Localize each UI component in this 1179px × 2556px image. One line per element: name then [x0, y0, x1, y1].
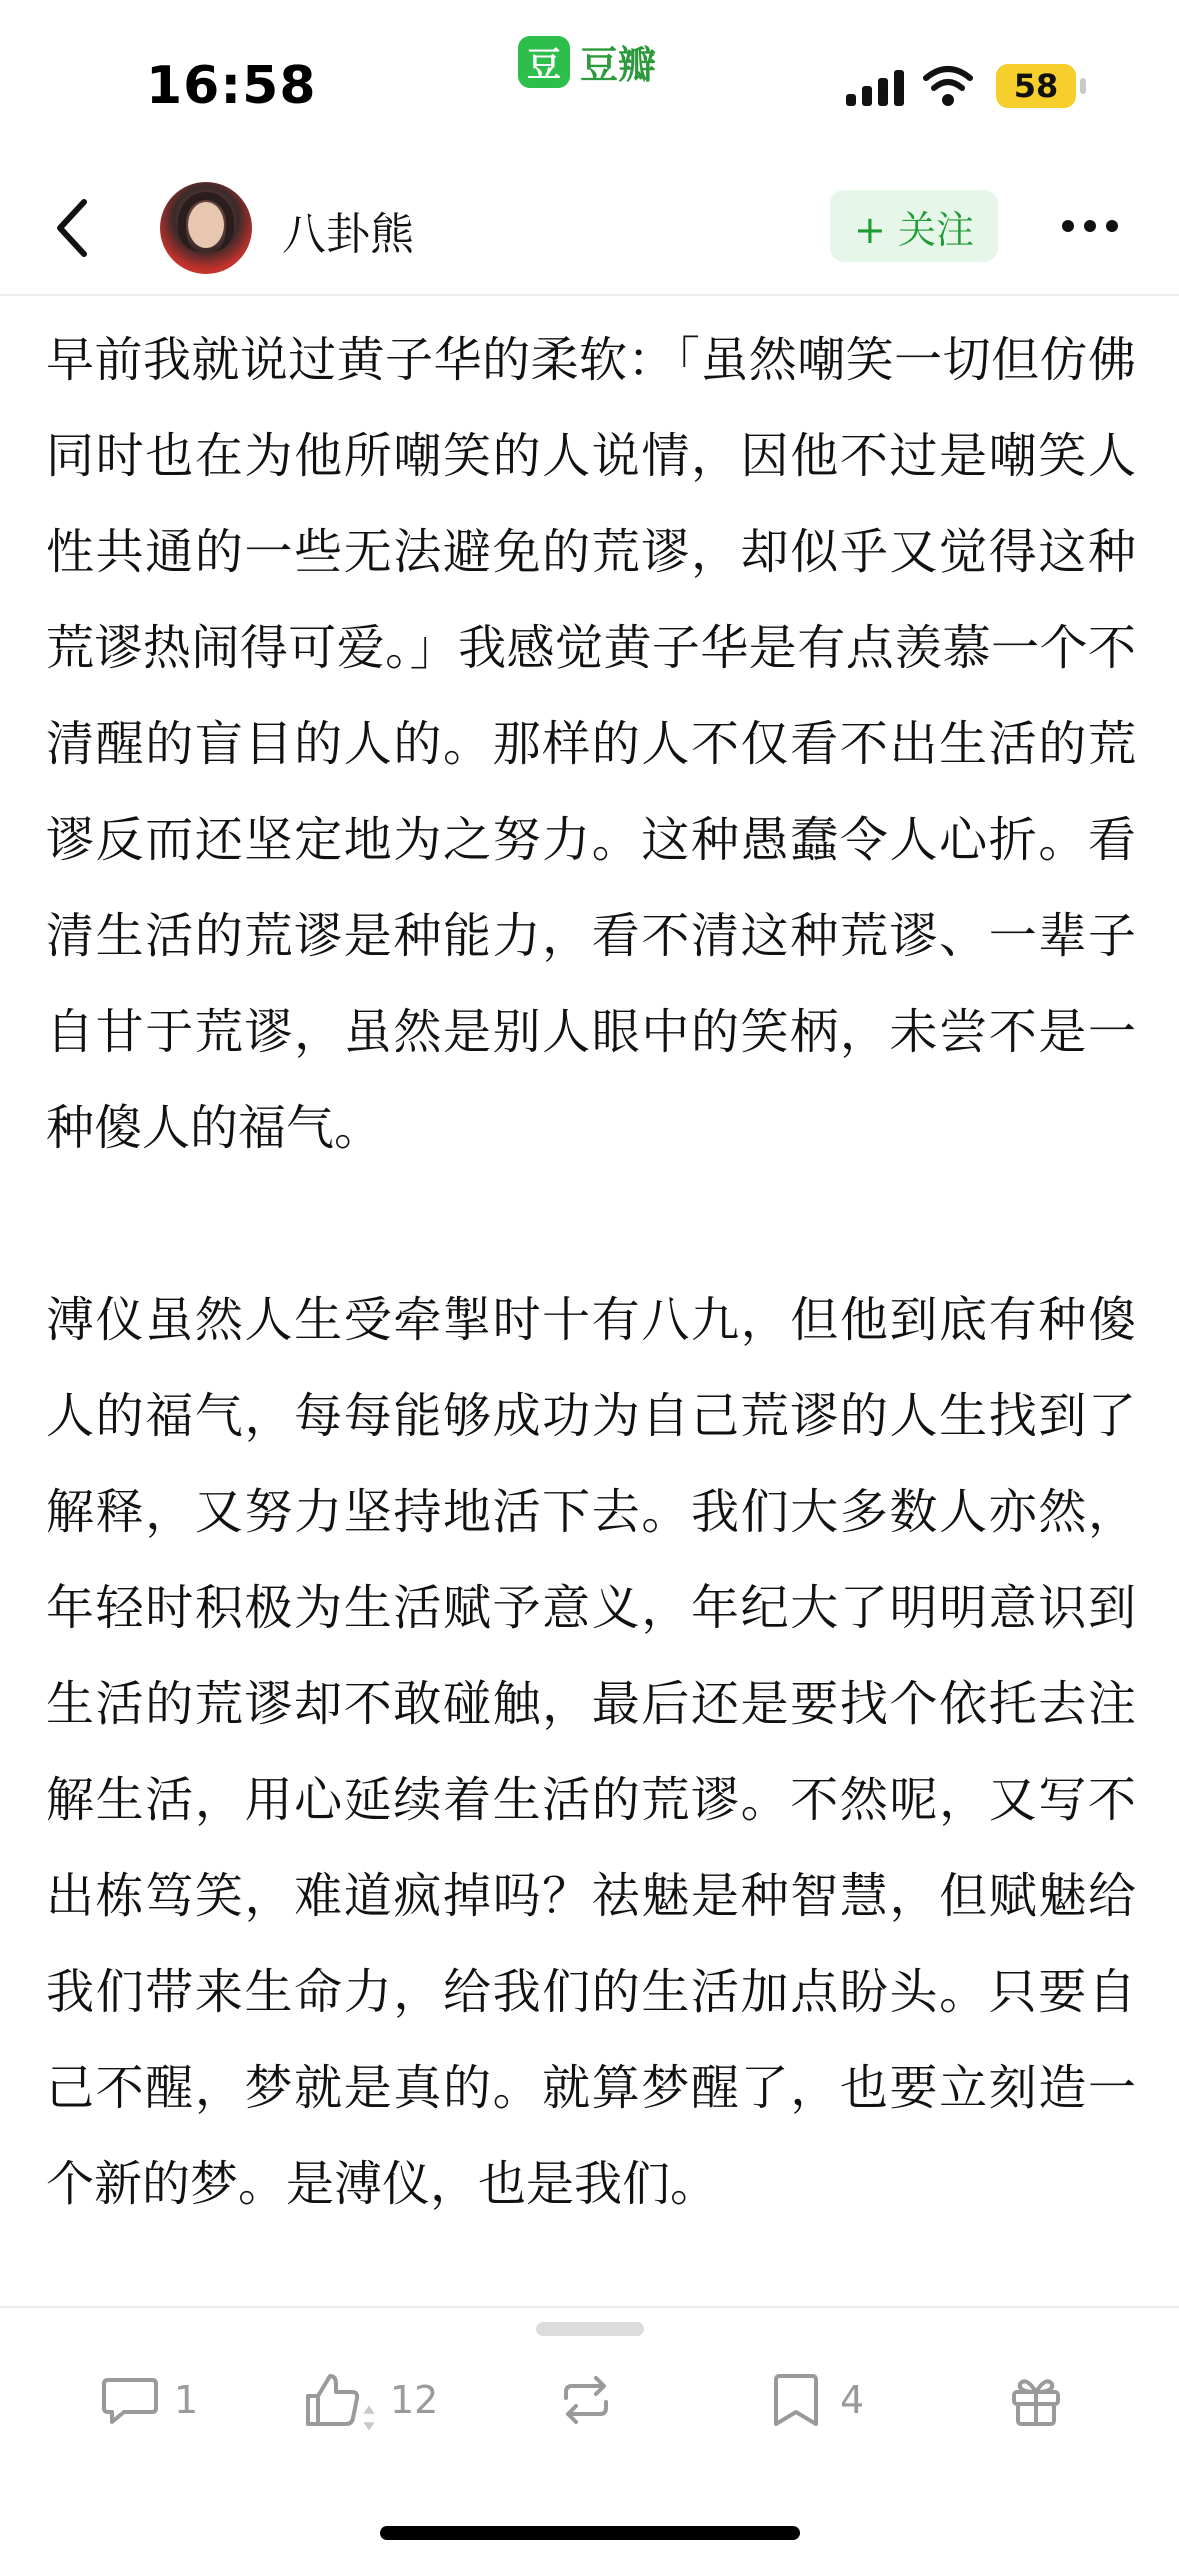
article-paragraph: 早前我就说过黄子华的柔软：「虽然嘲笑一切但仿佛同时也在为他所嘲笑的人说情，因他不过是嘲笑人性共通的一些无法避免的荒谬，却似乎又觉得这种荒谬热闹得可爱。」我感觉黄子华是有点羡慕一个不清醒的盲目的人的。那样的人不仅看不出生活的荒谬反而还坚定地为之努力。这种愚蠢令人心折。看清生活的荒谬是种能力，看不清这种荒谬、一辈子自甘于荒谬，虽然是别人眼中的笑柄，未尝不是一种傻人的福气。: [46, 332, 1136, 1156]
avatar-face: [188, 202, 224, 248]
back-button[interactable]: [42, 196, 102, 260]
comment-count: 1: [174, 2378, 199, 2422]
douban-logo-icon: 豆: [518, 36, 570, 88]
like-icon: [302, 2370, 362, 2430]
status-time: 16:58: [146, 56, 317, 116]
source-app-badge[interactable]: [518, 34, 656, 89]
bookmark-count: 4: [840, 2378, 865, 2422]
gift-icon: [1006, 2370, 1066, 2430]
article-body: [46, 312, 1136, 2232]
battery-indicator: 58: [996, 64, 1076, 108]
wifi-icon: [922, 64, 974, 108]
comment-icon: [100, 2370, 160, 2430]
follow-button[interactable]: + 关注: [830, 190, 998, 262]
like-count: 12: [390, 2378, 439, 2422]
avatar[interactable]: [160, 182, 252, 274]
article-paragraph: 溥仪虽然人生受牵掣时十有八九，但他到底有种傻人的福气，每每能够成功为自己荒谬的人生找到了解释，又努力坚持地活下去。我们大多数人亦然，年轻时积极为生活赋予意义，年纪大了明明意识到生活的荒谬却不敢碰触，最后还是要找个依托去注解生活，用心延续着生活的荒谬。不然呢，又写不出栋笃笑，难道疯掉吗？祛魅是种智慧，但赋魅给我们带来生命力，给我们的生活加点盼头。只要自己不醒，梦就是真的。就算梦醒了，也要立刻造一个新的梦。是溥仪，也是我们。: [46, 1292, 1136, 2212]
more-button[interactable]: [1050, 200, 1130, 252]
gift-button[interactable]: [1006, 2352, 1066, 2448]
bookmark-button[interactable]: [766, 2352, 864, 2448]
status-bar: [0, 0, 1179, 150]
signal-icon: [846, 70, 904, 106]
more-icon: [1084, 220, 1096, 232]
username[interactable]: 八卦熊: [282, 209, 414, 260]
battery-tip: [1080, 78, 1086, 94]
more-icon: [1062, 220, 1074, 232]
more-icon: [1106, 220, 1118, 232]
repost-icon: [556, 2370, 616, 2430]
like-button[interactable]: [302, 2352, 438, 2448]
source-app-name: 豆瓣: [580, 43, 657, 87]
back-arrow-icon: [54, 198, 90, 258]
bottom-action-bar: [0, 2306, 1179, 2556]
comment-button[interactable]: [100, 2352, 198, 2448]
reaction-arrows-icon: [362, 2403, 376, 2433]
drag-handle[interactable]: [536, 2322, 644, 2336]
bookmark-icon: [766, 2370, 826, 2430]
repost-button[interactable]: [556, 2352, 616, 2448]
home-indicator[interactable]: [380, 2526, 800, 2540]
nav-bar: [0, 160, 1179, 296]
